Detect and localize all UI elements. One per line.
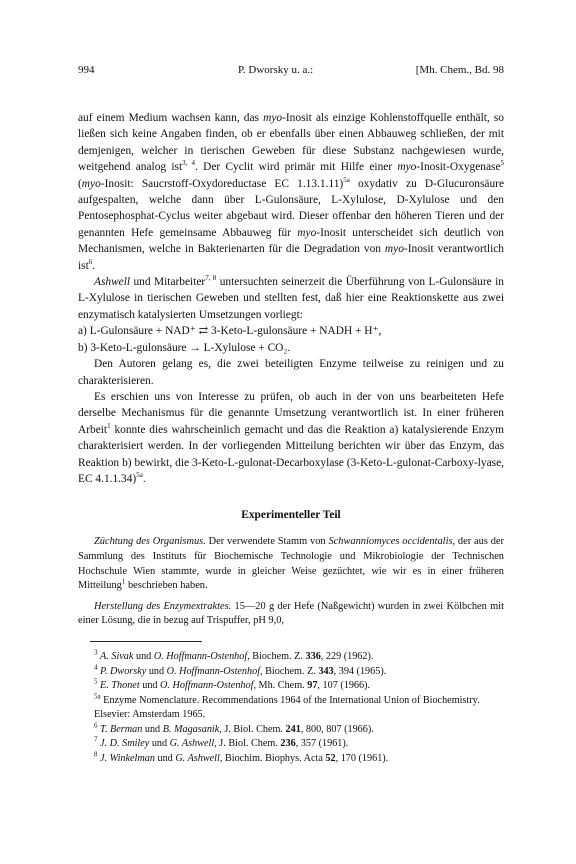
footnote: $^4$ P. Dworsky und O. Hoffmann-Ostenhof, Biochem. Z. 343, 394 (1965).: [94, 663, 387, 677]
ref-sup: 1: [107, 421, 111, 430]
paragraph-4: Es erschien uns von Interesse zu prüfen, ob auch in der von uns bearbeiteten Hefe derselbe Mechanismus für die genannte Umsetzung verantwortlich ist. In einer früheren Arbeit$^1$ konnte dies wahrscheinlich gemacht und das die Reaktion a) katalysierende Enzym charakterisiert werden. In der vorliegenden Mitteilung berichten wir über das Enzym, das Reaktion b) bewirkt, die 3-Keto-L-gulonat-Decarboxylase (3-Keto-L-gulonat-Carboxy-lyase, EC 4.1.1.34)$^{5a}$.: [78, 390, 504, 485]
ref-sup: 5a: [343, 175, 350, 184]
running-title: P. Dworsky u. a.:: [238, 64, 314, 76]
ref-sup: 3, 4: [182, 159, 196, 168]
paragraph-3: Den Autoren gelang es, die zwei beteiligten Enzyme teilweise zu reinigen und zu charakterisieren.: [78, 358, 504, 387]
ref-sup: 1: [121, 577, 126, 586]
experimental-paragraph-2: Herstellung des Enzymextraktes. 15—20 g der Hefe (Naßgewicht) wurden in zwei Kölbchen mit einer Lösung, die in bezug auf Trispuffer, pH 9,0,: [78, 600, 504, 627]
ref-sup: 5: [500, 159, 504, 168]
footnote: $^5$ E. Thonet und O. Hoffmann-Ostenhof, Mh. Chem. 97, 107 (1966).: [94, 677, 371, 692]
footnote: $^6$ T. Berman und B. Magasanik, J. Biol. Chem. 241, 800, 807 (1966).: [94, 721, 374, 735]
reaction-a: a) L-Gulonsäure + NAD⁺ ⇄ 3-Keto-L-gulonsäure + NADH + H⁺,: [78, 325, 382, 338]
reaction-b: b) 3-Keto-L-gulonsäure → L-Xylulose + CO₂.: [78, 341, 291, 354]
footnote: $^7$ J. D. Smiley und G. Ashwell, J. Biol. Chem. 236, 357 (1961).: [94, 736, 349, 750]
page: [78, 64, 504, 767]
footnote: $^8$ J. Winkelman und G. Ashwell, Biochim. Biophys. Acta 52, 170 (1961).: [94, 750, 389, 765]
journal-reference: [Mh. Chem., Bd. 98: [415, 64, 504, 76]
ref-sup: 6: [88, 257, 93, 266]
footnotes: [78, 650, 504, 767]
section-heading: Experimenteller Teil: [241, 509, 341, 522]
paragraph-1: auf einem Medium wachsen kann, das myo-Inosit als einzige Kohlenstoffquelle enthält, so ließen sich keine Angaben finden, ob er ebenfalls über einen Abbauweg schließen, der mit demjenigen, welcher in tierischen Geweben für diese Substanz nachgewiesen wurde, weitgehend analog ist$^{3, 4}$. Der Cyclit wird primär mit Hilfe einer myo-Inosit-Oxygenase$^5$ (myo-Inosit: Saucrstoff-Oxydoreductase EC 1.13.1.11)$^{5a}$ oxydativ zu D-Glucuronsäure aufgespalten, welche dann über L-Gulonsäure, L-Xylulose, D-Xylulose und den Pentosephosphat-Cyclus weiter abgebaut wird. Dieser offenbar den höheren Tieren und der genannten Hefe gemeinsame Abbauweg für myo-Inosit unterscheidet sich deutlich von Mechanismen, welche in Bakterienarten für die Degradation von myo-Inosit verantwortlich ist$^6$.: [78, 112, 505, 272]
page-number: 994: [78, 64, 95, 76]
experimental-section: [78, 535, 504, 629]
paragraph-2: Ashwell und Mitarbeiter$^{7, 8}$ untersuchten seinerzeit die Überführung von L-Gulonsäure in L-Xylulose in tierischen Geweben und stellten fest, daß hier eine Reaktionskette aus zwei enzymatisch katalysierten Umsetzungen vorliegt:: [78, 274, 504, 321]
experimental-paragraph-1: Züchtung des Organismus. Der verwendete Stamm von Schwanniomyces occidentalis, der aus der Sammlung des Instituts für Biochemische Technologie und Mikrobiologie der Technischen Hochschule Wien stammte, wurde in gleicher Weise gezüchtet, wie wir es in einer früheren Mitteilung$^1$ beschrieben haben.: [78, 536, 504, 592]
footnote: $^3$ A. Sivak und O. Hoffmann-Ostenhof, Biochem. Z. 336, 229 (1962).: [94, 648, 374, 662]
ref-sup: 7, 8: [205, 274, 217, 283]
body-text: [78, 110, 504, 487]
page-header: [78, 64, 504, 82]
footnote-divider: [90, 641, 202, 642]
footnote: $^{5a}$ Enzyme Nomenclature. Recommendations 1964 of the International Union of Biochemistry. Elsevier: Amsterdam 1965.: [94, 692, 480, 721]
ref-sup: 5a: [136, 471, 143, 480]
